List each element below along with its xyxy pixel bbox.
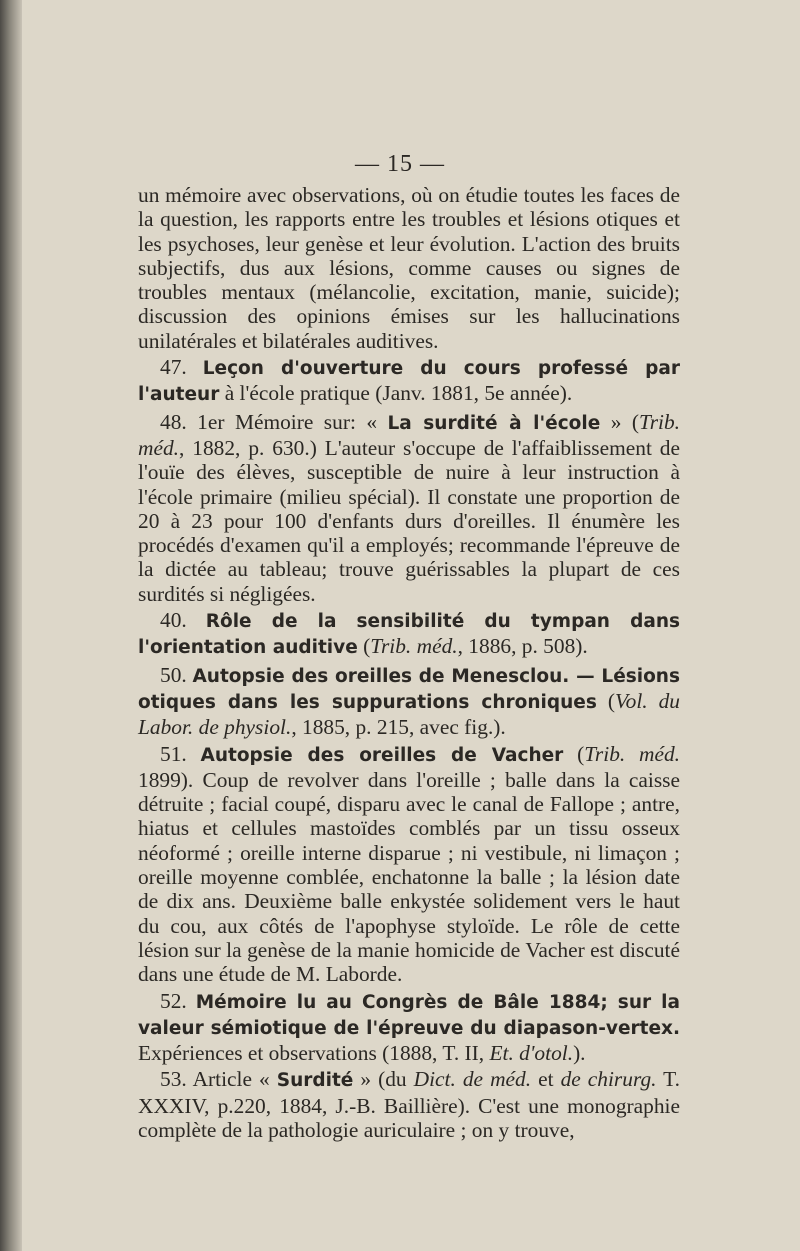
text-run: , 1882, p. 630.) L'auteur s'occupe de l'affaiblissement de l'ouïe des élèves, susceptible de nuire à leur instruction à l'école primaire (milieu spécial). Il constate une proportion de 20 à 23 pour 100 d'enfants durs d'oreilles. Il énumère les procédés d'examen qu'il a employés; recommande l'épreuve de la dictée au tableau; trouve guérissables la plupart de ces surdités si négligées. xyxy=(138,435,680,606)
text-run: 51. xyxy=(160,741,201,766)
paragraph-p53 xyxy=(138,1067,680,1142)
entry-title: Mémoire lu au Congrès de Bâle 1884; sur la valeur sémiotique de l'épreuve du diapason-vertex. xyxy=(138,991,681,1039)
text-run: , 1885, p. 215, avec fig.). xyxy=(291,715,506,740)
paragraph-p51 xyxy=(138,742,680,987)
page-binding-edge xyxy=(0,0,22,1251)
citation-source: Trib. méd. xyxy=(584,741,680,766)
citation-source: Trib. méd. xyxy=(370,634,458,659)
text-run: ( xyxy=(563,741,585,766)
entry-title: Rôle de la sensibilité du tympan dans l'orientation auditive xyxy=(138,611,680,659)
text-run: , 1886, p. 508). xyxy=(457,634,588,659)
page-number: — 15 — xyxy=(355,151,445,177)
text-run: un mémoire avec observations, où on étudie toutes les faces de la question, les rapports entre les troubles et lésions otiques et les psychoses, leur genèse et leur évolution. L'action des bruits subjectifs, dus aux lésions, comme causes ou signes de troubles mentaux (mélancolie, excitation, manie, suicide); discussion des opinions émises sur les hallucinations unilatérales et bilatérales auditives. xyxy=(138,183,680,353)
text-run: 47. xyxy=(160,355,203,380)
paragraph-p48 xyxy=(138,410,680,606)
body-text xyxy=(138,183,680,1142)
text-run: à l'école pratique (Janv. 1881, 5e année). xyxy=(219,381,573,406)
text-run: T. XXXIV, p.220, 1884, J.-B. Baillière). C'est une monographie complète de la pathologie auriculaire ; on y trouve, xyxy=(138,1067,681,1142)
paragraph-p0 xyxy=(138,183,680,353)
text-run: » (du xyxy=(353,1067,414,1092)
citation-source: Et. d'otol. xyxy=(489,1041,574,1066)
text-run: 48. 1er Mémoire sur: « xyxy=(160,409,388,434)
text-run: ). xyxy=(573,1041,586,1066)
text-run: 1899). Coup de revolver dans l'oreille ; balle dans la caisse détruite ; facial coupé, disparu avec le canal de Fallope ; antre, hiatus et cellules mastoïdes comblés par un tissu osseux néoformé ; oreille interne disparue ; ni vestibule, ni limaçon ; oreille moyenne comblée, enchatonne la balle ; la lésion date de dix ans. Deuxième balle enkystée solidement vers le haut du cou, aux côtés de l'apophyse styloïde. Le rôle de cette lésion sur la genèse de la manie homicide de Vacher est discuté dans une étude de M. Laborde. xyxy=(138,767,680,987)
text-run: » ( xyxy=(600,409,639,434)
entry-title: Surdité xyxy=(276,1070,354,1092)
paragraph-p47 xyxy=(138,355,680,408)
citation-source: Dict. de méd. xyxy=(413,1067,532,1092)
text-run: et xyxy=(531,1067,561,1092)
entry-title: Autopsie des oreilles de Menesclou. — Lésions otiques dans les suppurations chroniques xyxy=(138,665,680,713)
text-run: 53. Article « xyxy=(160,1067,277,1092)
text-run: 52. xyxy=(160,988,196,1013)
paragraph-p50 xyxy=(138,663,680,740)
text-run: 40. xyxy=(160,608,206,633)
citation-source: Vol. du Labor. de physiol. xyxy=(138,688,680,740)
entry-title: Leçon d'ouverture du cours professé par l'auteur xyxy=(138,358,680,406)
text-run: ( xyxy=(596,688,615,713)
citation-source: de chirurg. xyxy=(560,1067,657,1092)
text-run: ( xyxy=(357,634,371,659)
citation-source: Trib. méd. xyxy=(138,409,681,460)
text-run: Expériences et observations (1888, T. II, xyxy=(138,1041,490,1066)
paragraph-p52 xyxy=(138,989,680,1066)
entry-title: La surdité à l'école xyxy=(387,412,601,434)
entry-title: Autopsie des oreilles de Vacher xyxy=(200,744,564,766)
paragraph-p49 xyxy=(138,608,680,661)
text-run: 50. xyxy=(160,662,193,687)
